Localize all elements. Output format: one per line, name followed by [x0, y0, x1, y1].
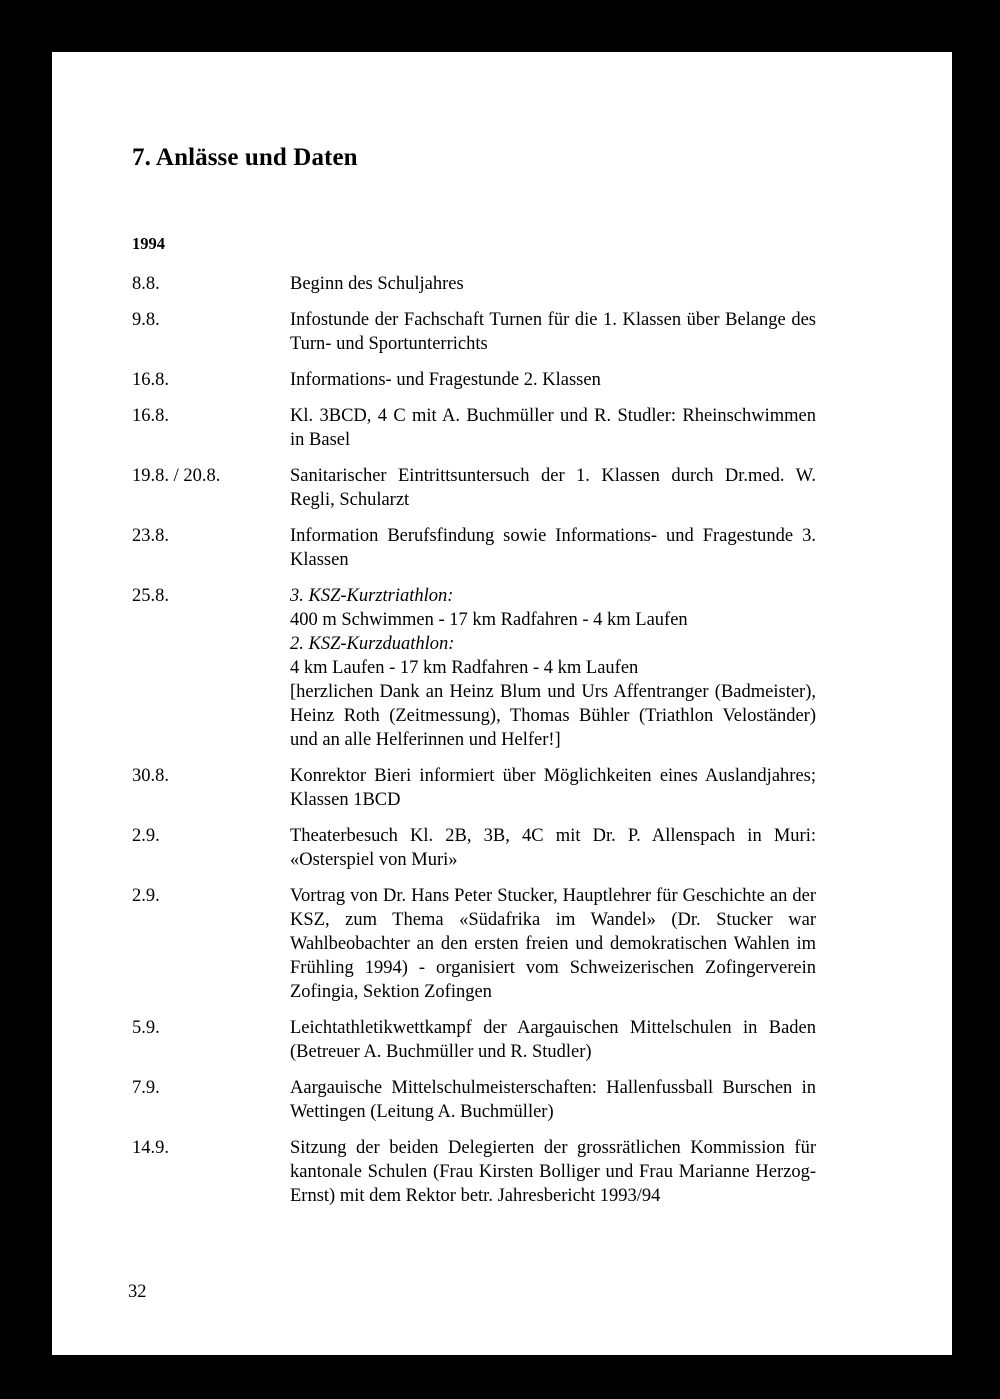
event-date: 30.8. — [132, 766, 169, 786]
event-description-line: 2. KSZ-Kurzduathlon: — [290, 634, 455, 654]
event-row — [132, 884, 816, 1004]
event-list — [132, 272, 816, 1208]
event-description: Kl. 3BCD, 4 C mit A. Buchmüller und R. Studler: Rheinschwimmen in Basel — [290, 406, 816, 450]
event-row — [132, 524, 816, 572]
event-description: Beginn des Schuljahres — [290, 274, 464, 294]
event-date: 16.8. — [132, 406, 169, 426]
event-row — [132, 272, 816, 296]
event-description: Vortrag von Dr. Hans Peter Stucker, Hauptlehrer für Geschichte an der KSZ, zum Thema «Südafrika im Wandel» (Dr. Stucker war Wahlbeobachter an den ersten freien und demokratischen Wahlen im Frühling 1994) - organisiert vom Schweizerischen Zofingerverein Zofingia, Sektion Zofingen — [290, 886, 816, 1002]
event-date: 2.9. — [132, 826, 160, 846]
event-date: 16.8. — [132, 370, 169, 390]
event-description: Infostunde der Fachschaft Turnen für die 1. Klassen über Belange des Turn- und Sportunterrichts — [290, 310, 816, 354]
event-description: Sitzung der beiden Delegierten der grossrätlichen Kommission für kantonale Schulen (Frau Kirsten Bolliger und Frau Marianne Herzog-Ernst) mit dem Rektor betr. Jahresbericht 1993/94 — [290, 1138, 816, 1206]
event-description: Informations- und Fragestunde 2. Klassen — [290, 370, 601, 390]
page-title: 7. Anlässe und Daten — [132, 144, 358, 171]
event-row — [132, 404, 816, 452]
event-date: 14.9. — [132, 1138, 169, 1158]
event-row — [132, 764, 816, 812]
event-date: 9.8. — [132, 310, 160, 330]
page-number: 32 — [128, 1282, 147, 1302]
event-description: Theaterbesuch Kl. 2B, 3B, 4C mit Dr. P. Allenspach in Muri: «Osterspiel von Muri» — [290, 826, 816, 870]
event-row — [132, 584, 816, 752]
event-description: Leichtathletikwettkampf der Aargauischen Mittelschulen in Baden (Betreuer A. Buchmüller und R. Studler) — [290, 1018, 816, 1062]
event-description: Information Berufsfindung sowie Informations- und Fragestunde 3. Klassen — [290, 526, 816, 570]
year-heading: 1994 — [132, 234, 165, 253]
event-row — [132, 1136, 816, 1208]
event-description-line: 3. KSZ-Kurztriathlon: — [290, 586, 454, 606]
event-date: 7.9. — [132, 1078, 160, 1098]
event-description: Aargauische Mittelschulmeisterschaften: Hallenfussball Burschen in Wettingen (Leitung A. Buchmüller) — [290, 1078, 816, 1122]
event-row — [132, 464, 816, 512]
event-date: 8.8. — [132, 274, 160, 294]
event-row — [132, 368, 816, 392]
event-date: 5.9. — [132, 1018, 160, 1038]
event-date: 2.9. — [132, 886, 160, 906]
event-description: Sanitarischer Eintrittsuntersuch der 1. Klassen durch Dr.med. W. Regli, Schularzt — [290, 466, 816, 510]
event-description-line: [herzlichen Dank an Heinz Blum und Urs Affentranger (Badmeister), Heinz Roth (Zeitmessung), Thomas Bühler (Triathlon Veloständer) und an alle Helferinnen und Helfer!] — [290, 682, 816, 750]
event-date: 19.8. / 20.8. — [132, 466, 221, 486]
event-row — [132, 1016, 816, 1064]
event-row — [132, 308, 816, 356]
event-date: 23.8. — [132, 526, 169, 546]
event-row — [132, 1076, 816, 1124]
event-description-line: 4 km Laufen - 17 km Radfahren - 4 km Laufen — [290, 658, 639, 678]
event-description-line: 400 m Schwimmen - 17 km Radfahren - 4 km Laufen — [290, 610, 688, 630]
event-description — [290, 584, 816, 752]
document-page — [52, 52, 952, 1355]
event-description: Konrektor Bieri informiert über Möglichkeiten eines Auslandjahres; Klassen 1BCD — [290, 766, 816, 810]
event-date: 25.8. — [132, 586, 169, 606]
event-row — [132, 824, 816, 872]
